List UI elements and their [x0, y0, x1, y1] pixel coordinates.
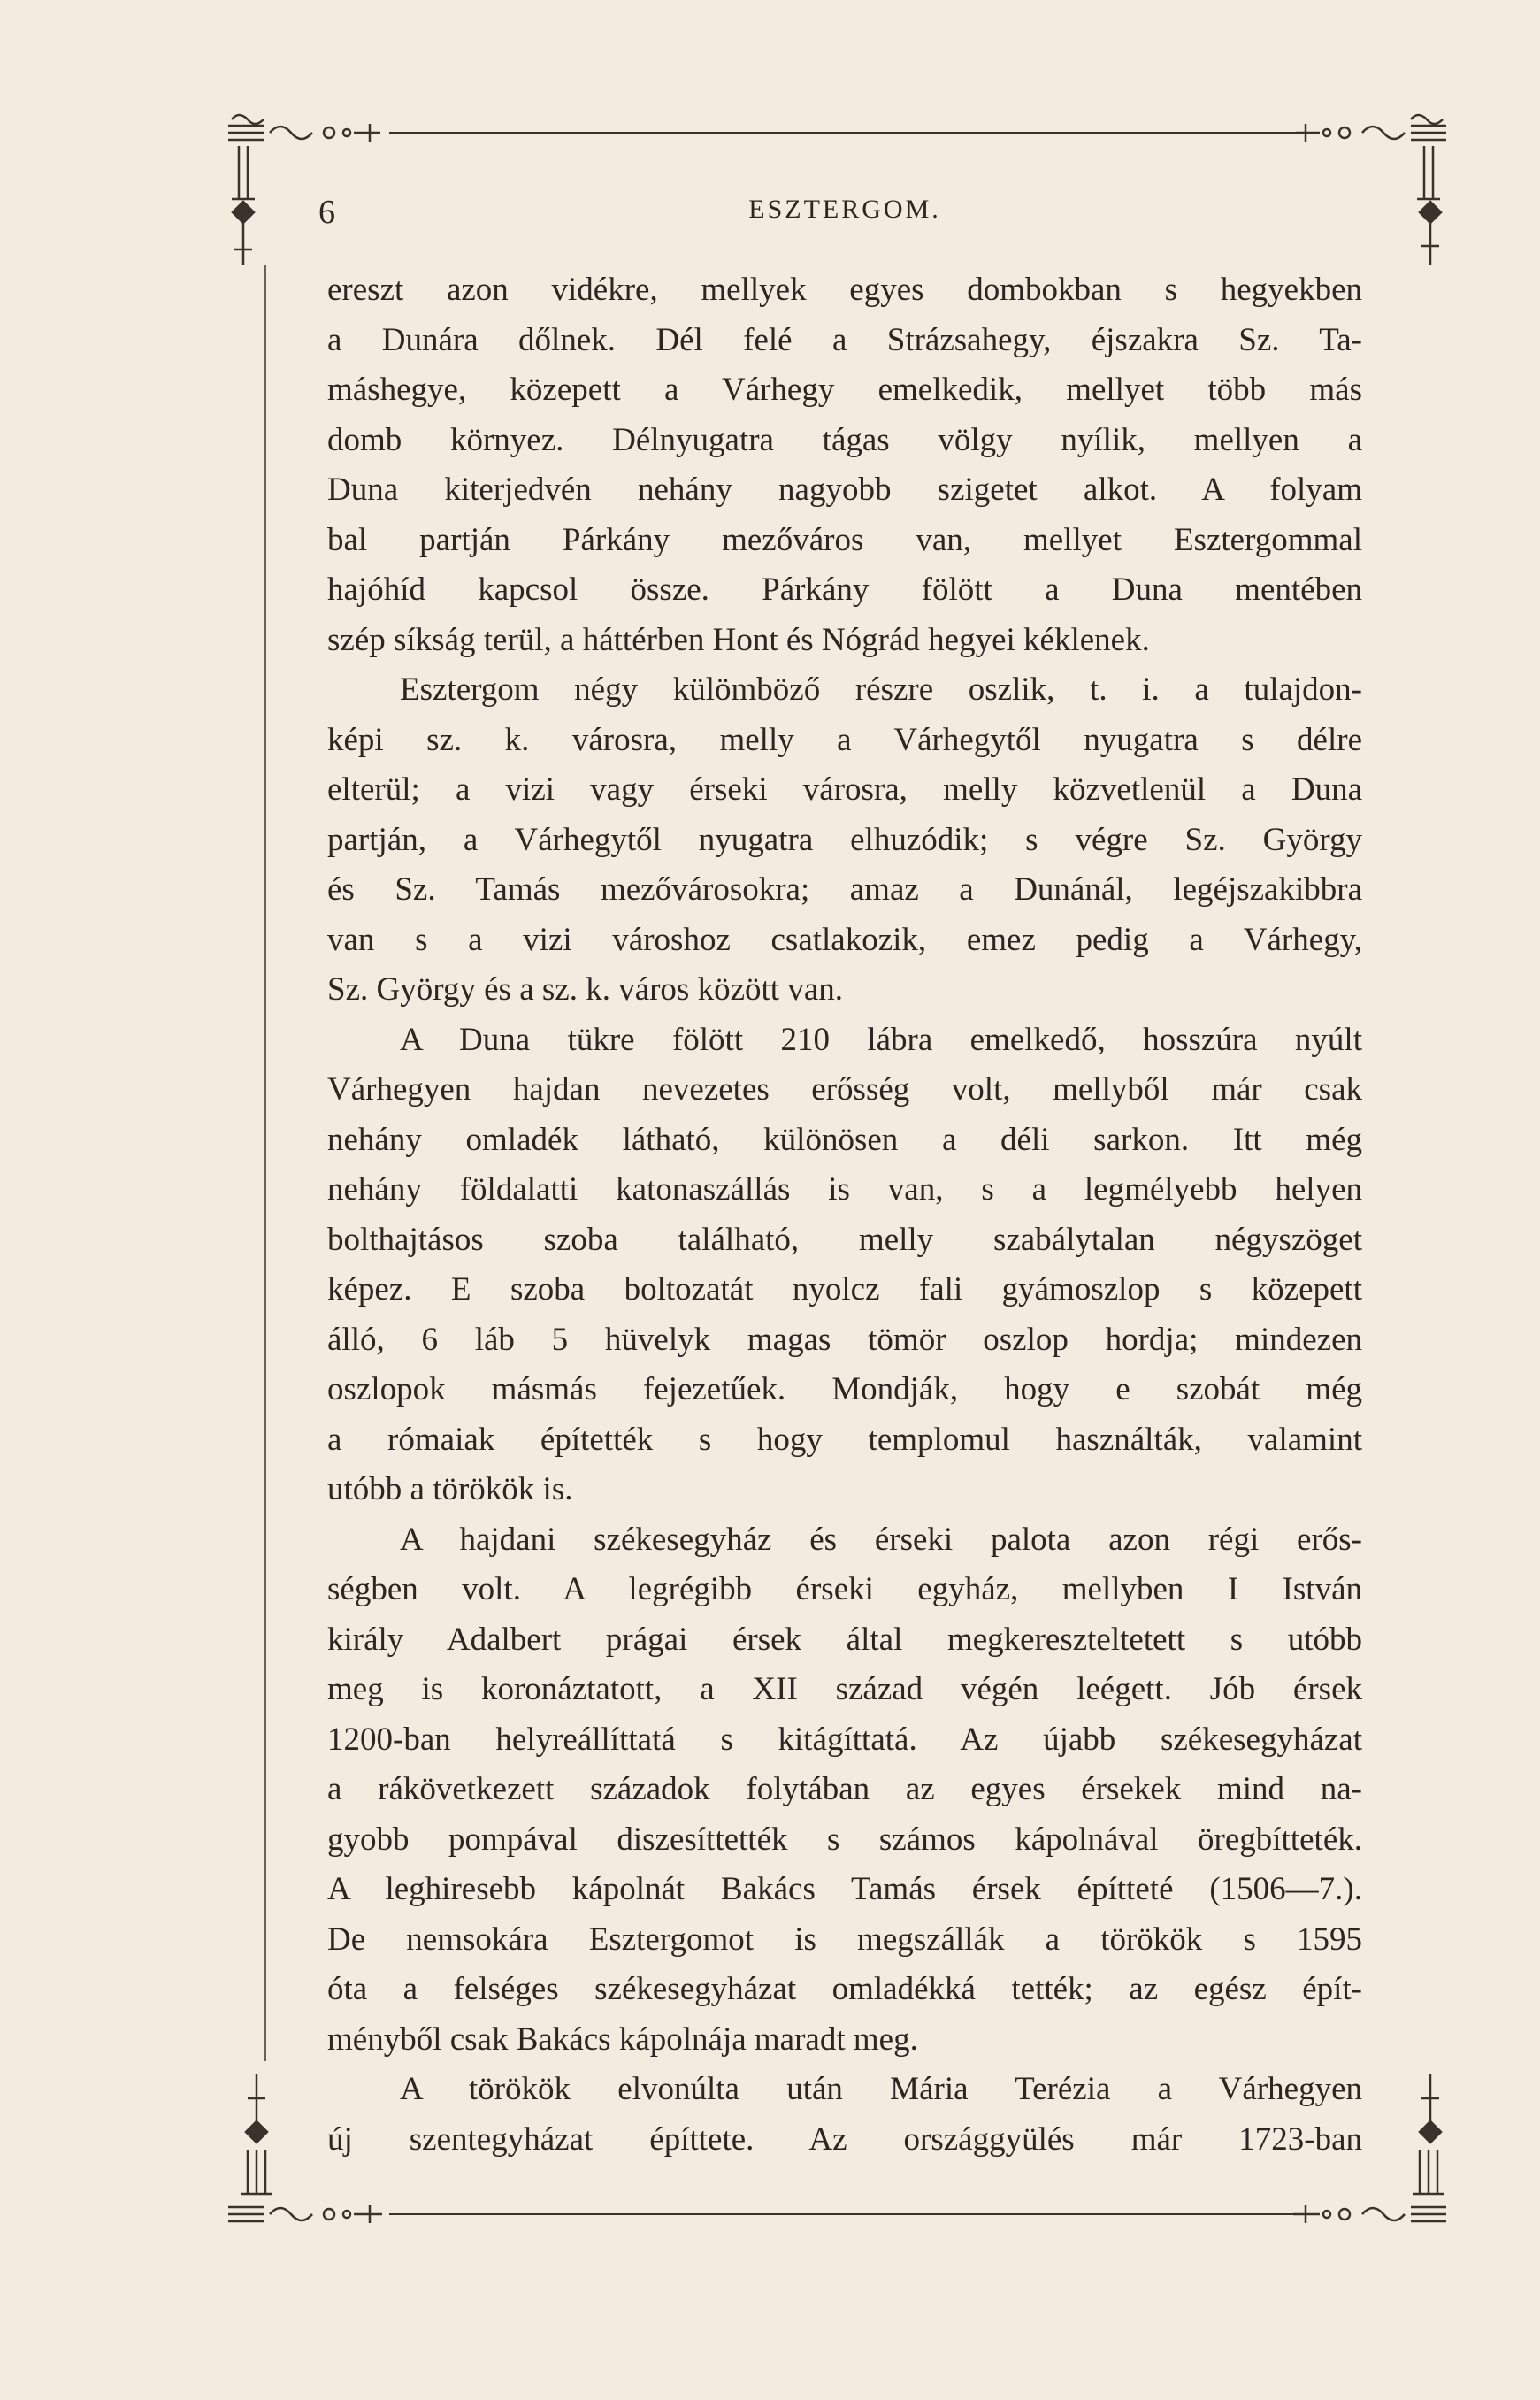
text-line: a Dunára dőlnek. Dél felé a Strázsahegy, éjszakra Sz. Ta-: [327, 321, 1362, 358]
text-line: ségben volt. A legrégibb érseki egyház, mellyben I István: [327, 1571, 1362, 1607]
text-line: A hajdani székesegyház és érseki palota azon régi erős-: [400, 1521, 1362, 1558]
text-line: bal partján Párkány mezőváros van, mellyet Esztergommal: [327, 521, 1362, 558]
text-line: ményből csak Bakács kápolnája maradt meg.: [327, 2020, 918, 2058]
text-line: Duna kiterjedvén nehány nagyobb szigetet alkot. A folyam: [327, 472, 1362, 508]
paragraph-4: [327, 1515, 1362, 2066]
text-line: meg is koronáztatott, a XII század végén leégett. Jób érsek: [327, 1671, 1362, 1707]
running-title: ESZTERGOM.: [748, 195, 941, 224]
text-line: király Adalbert prágai érsek által megkereszteltetett s utóbb: [327, 1621, 1362, 1658]
paragraph-1: [327, 265, 1362, 665]
page-number: 6: [318, 194, 336, 231]
text-line: álló, 6 láb 5 hüvelyk magas tömör oszlop hordja; mindezen: [327, 1321, 1362, 1358]
text-line: és Sz. Tamás mezővárosokra; amaz a Dunánál, legéjszakibbra: [327, 871, 1362, 908]
text-line: nehány földalatti katonaszállás is van, s a legmélyebb helyen: [327, 1171, 1362, 1208]
running-header: [318, 193, 1371, 246]
text-line: képi sz. k. városra, melly a Várhegytől nyugatra s délre: [327, 721, 1362, 758]
text-line: bolthajtásos szoba található, melly szabálytalan négyszöget: [327, 1221, 1362, 1258]
text-line: A törökök elvonúlta után Mária Terézia a Várhegyen: [400, 2071, 1362, 2107]
text-line: új szentegyházat építtete. Az országgyülés már 1723-ban: [327, 2120, 1362, 2158]
text-line: ereszt azon vidékre, mellyek egyes dombokban s hegyekben: [327, 272, 1362, 308]
text-line: van s a vizi városhoz csatlakozik, emez pedig a Várhegy,: [327, 921, 1362, 958]
paragraph-5: [327, 2065, 1362, 2165]
body-text: [327, 265, 1362, 2165]
text-line: a rómaiak építették s hogy templomul használták, valamint: [327, 1421, 1362, 1458]
text-line: domb környez. Délnyugatra tágas völgy nyílik, mellyen a: [327, 421, 1362, 458]
text-line: gyobb pompával diszesíttették s számos kápolnával öregbítteték.: [327, 1821, 1362, 1858]
text-line: képez. E szoba boltozatát nyolcz fali gyámoszlop s közepett: [327, 1271, 1362, 1307]
text-line: óta a felséges székesegyházat omladékká tették; az egész épít-: [327, 1971, 1362, 2007]
text-line: máshegye, közepett a Várhegy emelkedik, mellyet több más: [327, 372, 1362, 408]
text-line: oszlopok másmás fejezetűek. Mondják, hogy e szobát még: [327, 1371, 1362, 1407]
text-line: A leghiresebb kápolnát Bakács Tamás érsek építteté (1506—7.).: [327, 1871, 1362, 1907]
text-line: De nemsokára Esztergomot is megszállák a törökök s 1595: [327, 1921, 1362, 1958]
paragraph-3: [327, 1016, 1362, 1515]
text-line: elterül; a vizi vagy érseki városra, melly közvetlenül a Duna: [327, 771, 1362, 808]
text-line: szép síkság terül, a háttérben Hont és Nógrád hegyei kéklenek.: [327, 621, 1150, 658]
text-line: Esztergom négy külömböző részre oszlik, t. i. a tulajdon-: [400, 671, 1362, 708]
text-line: utóbb a törökök is.: [327, 1471, 573, 1507]
text-line: partján, a Várhegytől nyugatra elhuzódik; s végre Sz. György: [327, 821, 1362, 858]
text-line: Várhegyen hajdan nevezetes erősség volt, mellyből már csak: [327, 1071, 1362, 1108]
paragraph-2: [327, 665, 1362, 1016]
text-line: nehány omladék látható, különösen a déli sarkon. Itt még: [327, 1121, 1362, 1158]
text-line: hajóhíd kapcsol össze. Párkány fölött a Duna mentében: [327, 571, 1362, 608]
text-line: 1200-ban helyreállíttatá s kitágíttatá. Az újabb székesegyházat: [327, 1721, 1362, 1758]
text-line: A Duna tükre fölött 210 lábra emelkedő, hosszúra nyúlt: [400, 1021, 1362, 1058]
text-line: Sz. György és a sz. k. város között van.: [327, 971, 843, 1008]
text-line: a rákövetkezett századok folytában az egyes érsekek mind na-: [327, 1771, 1362, 1807]
